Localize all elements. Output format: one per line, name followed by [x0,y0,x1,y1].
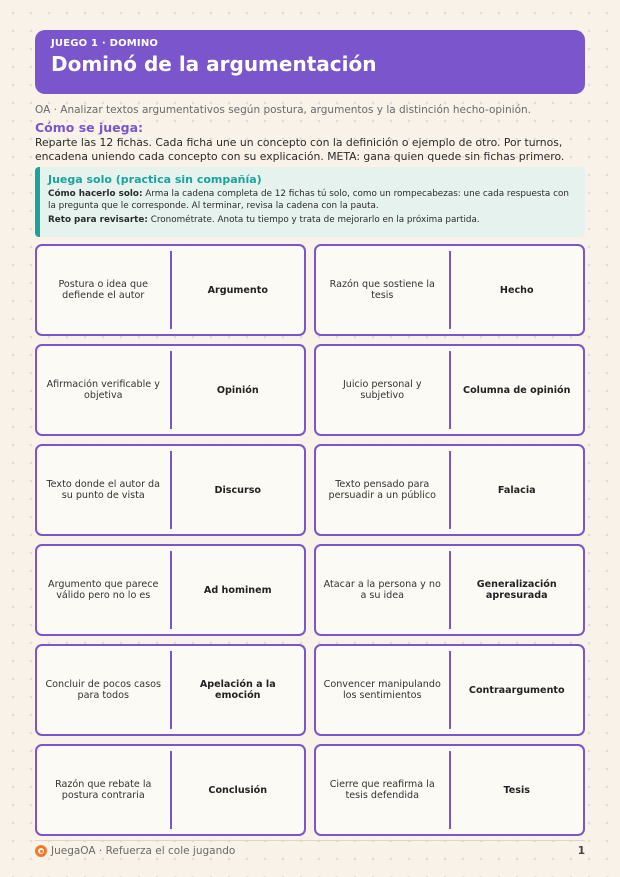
tile-concept: Discurso [214,484,261,496]
page-footer [35,843,585,859]
tile-definition: Texto donde el autor da su punto de vista [46,479,161,501]
tile-definition: Convencer manipulando los sentimientos [323,679,441,701]
domino-tile[interactable] [314,544,585,636]
domino-tile[interactable] [35,444,306,536]
tile-concept: Ad hominem [203,584,272,596]
footer-divider [35,840,585,841]
domino-tile[interactable] [314,644,585,736]
tile-concept: Contraargumento [468,684,565,696]
tile-concept: Falacia [497,484,536,496]
tile-concept: Opinión [216,384,259,396]
domino-tile[interactable] [314,444,585,536]
domino-tile[interactable] [35,544,306,636]
solo-title: Juega solo (practica sin compañía) [48,173,262,186]
solo-how-label: Cómo hacerlo solo: [48,189,143,199]
how-to-play-text: Reparte las 12 fichas. Cada ficha une un concepto con la definición o ejemplo de otro. Por turnos, encadena uniendo cada concepto con su explicación. META: gana quien quede sin fichas primero. [35,136,565,163]
tile-concept: Apelación a la emoción [199,679,276,701]
tile-definition: Concluir de pocos casos para todos [45,679,162,701]
learning-objective: OA · Analizar textos argumentativos según postura, argumentos y la distinción hecho-opinión. [35,104,532,116]
solo-challenge-text: Cronométrate. Anota tu tiempo y trata de mejorarlo en la próxima partida. [150,215,480,225]
domino-tile[interactable] [314,344,585,436]
tile-definition: Juicio personal y subjetivo [342,379,422,401]
tile-definition: Razón que sostiene la tesis [329,279,435,301]
tile-definition: Atacar a la persona y no a su idea [323,579,441,601]
domino-tile[interactable] [35,244,306,336]
tile-concept: Hecho [499,284,534,296]
tile-concept: Conclusión [208,784,268,796]
domino-tile[interactable] [35,644,306,736]
tile-definition: Cierre que reafirma la tesis defendida [329,779,435,801]
page-title: Dominó de la argumentación [51,52,377,76]
domino-tile[interactable] [314,744,585,836]
title-banner [35,30,585,94]
juegaoa-logo-icon [35,845,47,857]
tile-definition: Postura o idea que defiende el autor [58,279,149,301]
solo-challenge-label: Reto para revisarte: [48,215,148,225]
page-number: 1 [577,845,585,857]
domino-tile[interactable] [35,344,306,436]
solo-challenge-paragraph [48,214,575,226]
tile-definition: Argumento que parece válido pero no lo es [48,579,159,601]
domino-tiles-grid [35,244,586,836]
how-to-play-title: Cómo se juega: [35,120,144,135]
tile-concept: Argumento [207,284,268,296]
solo-how-paragraph [48,188,575,212]
domino-tile[interactable] [314,244,585,336]
tile-definition: Razón que rebate la postura contraria [55,779,152,801]
tile-concept: Tesis [503,784,530,796]
game-kicker: JUEGO 1 · DOMINO [51,38,159,49]
tile-definition: Texto pensado para persuadir a un público [328,479,437,501]
footer-brand: JuegaOA · Refuerza el cole jugando [51,845,236,857]
domino-tile[interactable] [35,744,306,836]
tile-concept: Columna de opinión [463,384,571,396]
solo-play-box [35,167,585,237]
tile-definition: Afirmación verificable y objetiva [46,379,160,401]
solo-how-text: Arma la cadena completa de 12 fichas tú solo, como un rompecabezas: une cada respuesta con la pregunta que le corresponde. Al terminar, revisa la cadena con la pauta. [48,189,569,211]
tile-concept: Generalización apresurada [476,579,557,601]
